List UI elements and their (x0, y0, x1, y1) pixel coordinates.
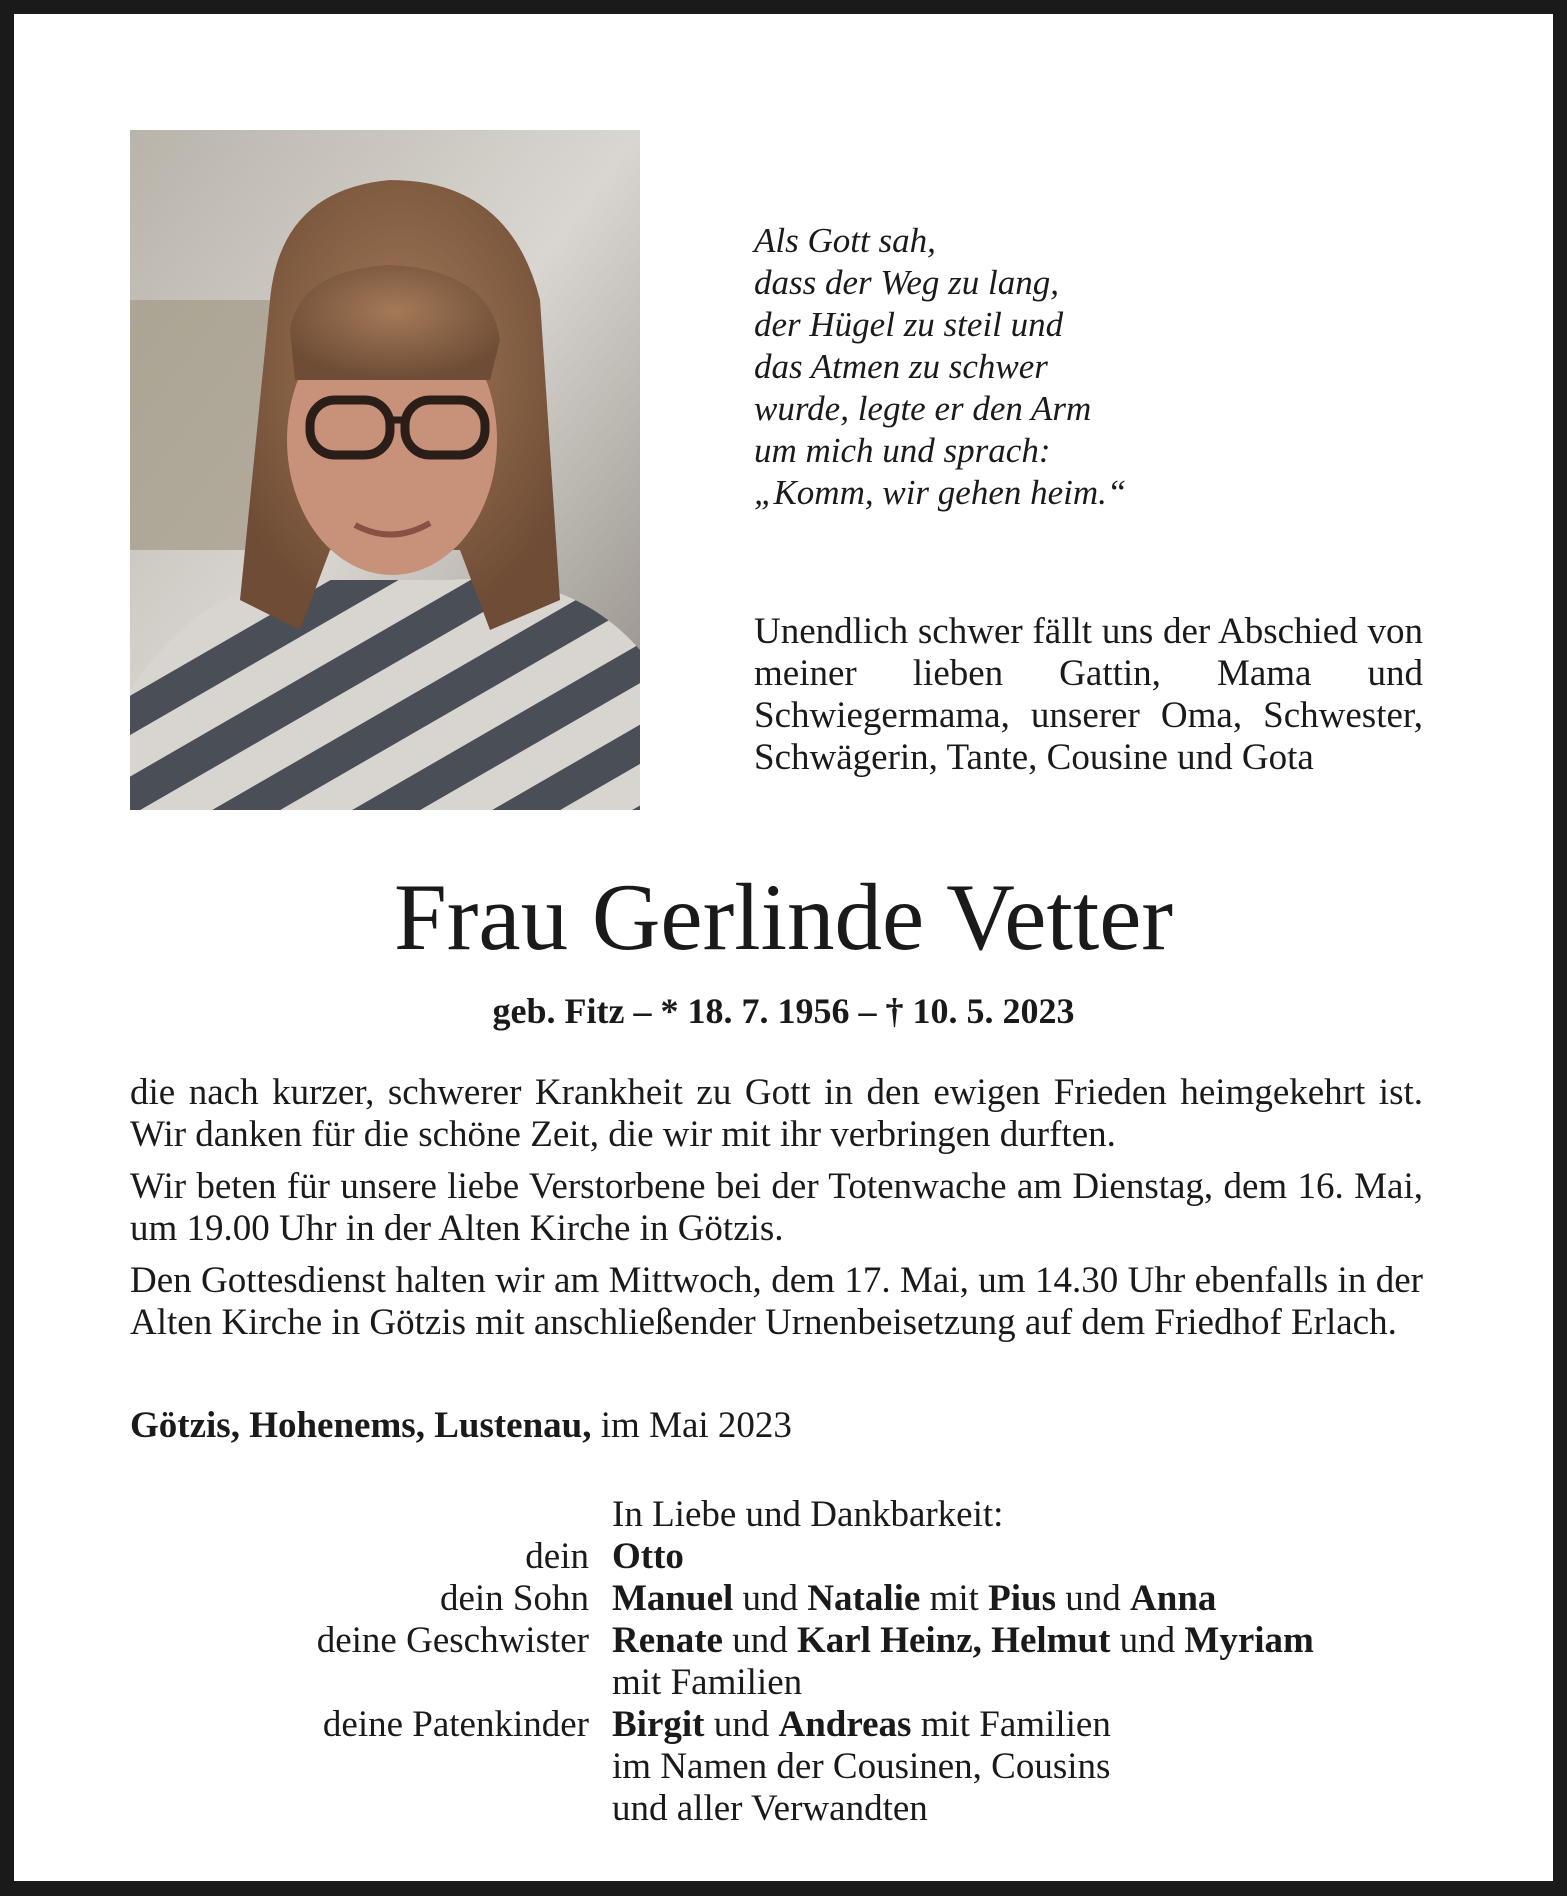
mourner-names (612, 1704, 1111, 1746)
connector-text: und aller Verwandten (612, 1788, 928, 1829)
obituary-page (14, 14, 1553, 1881)
announcement-text (130, 1072, 1423, 1354)
poem-line: der Hügel zu steil und (754, 305, 1064, 344)
mourner-name: Myriam (1184, 1620, 1314, 1661)
paragraph: Den Gottesdienst halten wir am Mittwoch, dem 17. Mai, um 14.30 Uhr ebenfalls in der Alten Kirche in Götzis mit anschließender Urnenbeisetzung auf dem Friedhof Erlach. (130, 1260, 1423, 1343)
life-dates: geb. Fitz – * 18. 7. 1956 – † 10. 5. 2023 (492, 991, 1075, 1031)
connector-text: und (722, 1620, 797, 1661)
mourner-names (612, 1620, 1314, 1662)
mourner-name: Andreas (778, 1704, 912, 1745)
relation-label: deine Patenkinder (322, 1704, 589, 1745)
paragraph: die nach kurzer, schwerer Krankheit zu Gott in den ewigen Frieden heimgekehrt ist. Wir danken für die schöne Zeit, die wir mit ihr verbringen durften. (130, 1072, 1423, 1155)
poem-line: Als Gott sah, (754, 221, 936, 260)
poem (754, 220, 1214, 514)
connector-text: mit Familien (612, 1662, 803, 1703)
relation-label: deine Geschwister (316, 1620, 589, 1661)
mourner-name: Anna (1130, 1578, 1217, 1619)
mourner-name: Karl Heinz, Helmut (796, 1620, 1111, 1661)
mourner-name: Pius (988, 1578, 1057, 1619)
mourner-name: Natalie (807, 1578, 921, 1619)
mourner-names (612, 1662, 802, 1704)
poem-line: dass der Weg zu lang, (754, 263, 1059, 302)
farewell-intro: Unendlich schwer fällt uns der Abschied von meiner lieben Gattin, Mama und Schwiegermama, unserer Oma, Schwester, Schwägerin, Tante, Cousine und Gota (754, 611, 1423, 778)
poem-line: „Komm, wir gehen heim.“ (754, 473, 1127, 512)
mourners-list (130, 1536, 1450, 1830)
mourner-name: Manuel (612, 1578, 734, 1619)
relation-label (130, 1662, 612, 1704)
connector-text: und (704, 1704, 779, 1745)
mourner-names (612, 1746, 1110, 1788)
mourner-names (612, 1578, 1216, 1620)
poem-line: wurde, legte er den Arm (754, 389, 1092, 428)
poem-line: um mich und sprach: (754, 431, 1051, 470)
connector-text: im Namen der Cousinen, Cousins (612, 1746, 1111, 1787)
mourner-name: Birgit (612, 1704, 705, 1745)
relation-label: dein (525, 1536, 589, 1577)
mourner-row (130, 1746, 1450, 1788)
connector-text: und (1056, 1578, 1131, 1619)
signature-block (130, 1494, 1450, 1830)
deceased-name: Frau Gerlinde Vetter (393, 864, 1174, 970)
connector-text: mit Familien (911, 1704, 1111, 1745)
place-date (130, 1405, 792, 1447)
signature-heading: In Liebe und Dankbarkeit: (612, 1494, 1004, 1535)
relation-label (130, 1746, 612, 1788)
connector-text: mit (920, 1578, 989, 1619)
connector-text: und (1110, 1620, 1185, 1661)
portrait-photo (130, 130, 640, 810)
place-towns: Götzis, Hohenems, Lustenau, (130, 1405, 592, 1446)
mourner-row (130, 1620, 1450, 1662)
place-month: im Mai 2023 (591, 1405, 792, 1446)
mourner-names (612, 1536, 684, 1578)
mourner-row (130, 1578, 1450, 1620)
mourner-name: Otto (612, 1536, 684, 1577)
mourner-names (612, 1788, 928, 1830)
signature-heading-row (130, 1494, 1450, 1536)
mourner-row (130, 1704, 1450, 1746)
paragraph: Wir beten für unsere liebe Verstorbene bei der Totenwache am Dienstag, dem 16. Mai, um 19.00 Uhr in der Alten Kirche in Götzis. (130, 1166, 1423, 1249)
portrait-image (130, 130, 640, 810)
mourner-row (130, 1788, 1450, 1830)
poem-line: das Atmen zu schwer (754, 347, 1048, 386)
mourner-row (130, 1536, 1450, 1578)
relation-label (130, 1788, 612, 1830)
connector-text: und (733, 1578, 808, 1619)
mourner-name: Renate (612, 1620, 723, 1661)
relation-label: dein Sohn (439, 1578, 589, 1619)
mourner-row (130, 1662, 1450, 1704)
